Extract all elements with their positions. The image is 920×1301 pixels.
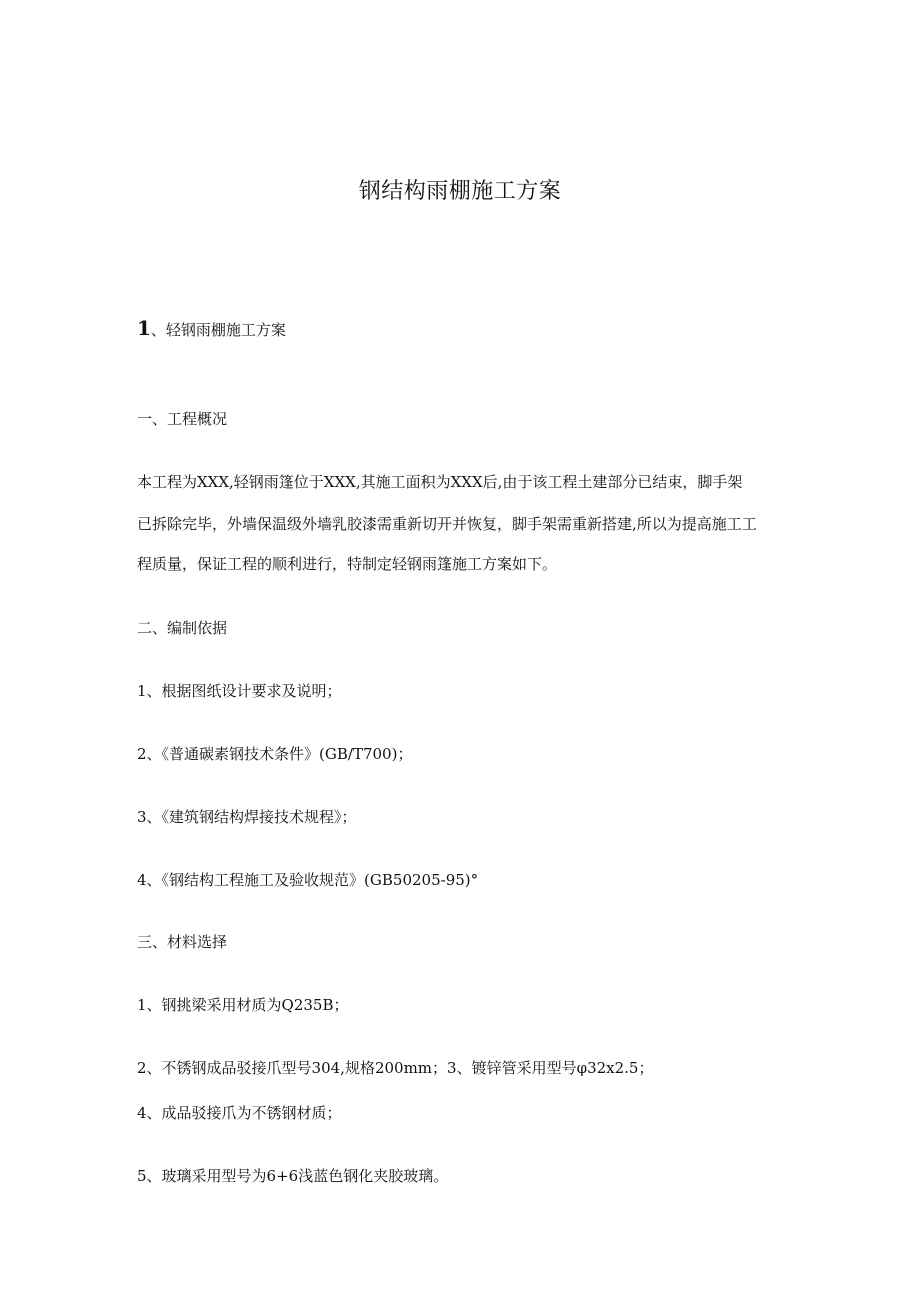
materials-heading: 三、材料选择 [137,933,228,951]
basis-item: 2、《普通碳素钢技术条件》(GB/T700)； [137,745,413,763]
document-title: 钢结构雨棚施工方案 [358,179,562,204]
materials-item: 2、不锈钢成品驳接爪型号304,规格200mm；3、镀锌管采用型号φ32x2.5； [137,1059,654,1077]
section-1-text: 、轻钢雨棚施工方案 [150,321,286,339]
overview-paragraph-line: 程质量，保证工程的顺利进行，特制定轻钢雨篷施工方案如下。 [137,555,558,573]
section-1-number: 1 [137,316,151,340]
basis-item: 3、《建筑钢结构焊接技术规程》； [137,808,357,826]
overview-paragraph-line: 本工程为XXX,轻钢雨篷位于XXX,其施工面积为XXX后,由于该工程土建部分已结束，脚手架 [137,473,743,491]
basis-heading: 二、编制依据 [137,619,228,637]
basis-item: 4、《钢结构工程施工及验收规范》(GB50205-95)° [137,871,479,889]
materials-item: 1、钢挑梁采用材质为Q235B； [137,996,349,1014]
materials-item: 4、成品驳接爪为不锈钢材质； [137,1104,342,1122]
section-1-heading [137,316,286,340]
overview-paragraph-line: 已拆除完毕，外墙保温级外墙乳胶漆需重新切开并恢复，脚手架需重新搭建,所以为提高施工工 [137,515,757,533]
basis-item: 1、根据图纸设计要求及说明； [137,682,342,700]
materials-item: 5、玻璃采用型号为6+6浅蓝色钢化夹胶玻璃。 [137,1167,449,1185]
overview-heading: 一、工程概况 [137,410,228,428]
